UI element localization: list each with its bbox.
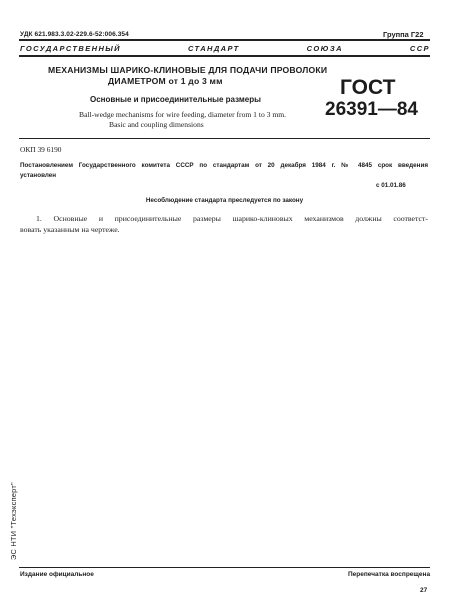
udk-code: УДК 621.983.3.02-229.6-52:006.354 (20, 31, 129, 38)
top-rule (19, 39, 430, 41)
subtitle-russian: Основные и присоединительные размеры (90, 95, 261, 104)
resolution-line1: Постановлением Государственного комитета СССР по стандартам от 20 декабря 1984 г. № 4845 срок введения (20, 162, 428, 169)
okp-code: ОКП 39 6190 (20, 145, 62, 154)
section-rule (19, 138, 430, 139)
banner-word: СТАНДАРТ (187, 44, 240, 53)
effective-date: с 01.01.86 (376, 182, 406, 189)
vertical-source-note: ЭС НТИ "Техэксперт" (9, 482, 18, 560)
document-title-line2: ДИАМЕТРОМ от 1 до 3 мм (108, 76, 223, 86)
banner-word: ССР (409, 44, 430, 53)
subtitle-english-line2: Basic and coupling dimensions (109, 120, 204, 129)
paragraph-line2: вовать указанным на чертеже. (20, 225, 120, 234)
group-code: Группа Г22 (383, 30, 424, 39)
state-standard-banner (20, 44, 430, 53)
resolution-text (20, 161, 428, 181)
gost-number: 26391—84 (325, 99, 418, 120)
reprint-prohibited-label: Перепечатка воспрещена (348, 571, 431, 578)
gost-label: ГОСТ (340, 76, 396, 99)
document-title-line1: МЕХАНИЗМЫ ШАРИКО-КЛИНОВЫЕ ДЛЯ ПОДАЧИ ПРОВОЛОКИ (48, 65, 328, 75)
official-edition-label: Издание официальное (20, 571, 94, 578)
banner-bottom-rule (19, 55, 430, 57)
law-notice: Несоблюдение стандарта преследуется по закону (145, 197, 304, 204)
subtitle-english-line1: Ball-wedge mechanisms for wire feeding, diameter from 1 to 3 mm. (79, 110, 287, 119)
banner-word: ГОСУДАРСТВЕННЫЙ (20, 44, 121, 53)
banner-word: СОЮЗА (306, 44, 343, 53)
body-paragraph (20, 213, 428, 235)
page-number: 27 (420, 587, 428, 594)
footer-rule (19, 567, 430, 568)
paragraph-line1: 1. Основные и присоединительные размеры шарико-клиновых механизмов должны соответст- (36, 214, 428, 223)
resolution-line2: установлен (20, 172, 57, 179)
